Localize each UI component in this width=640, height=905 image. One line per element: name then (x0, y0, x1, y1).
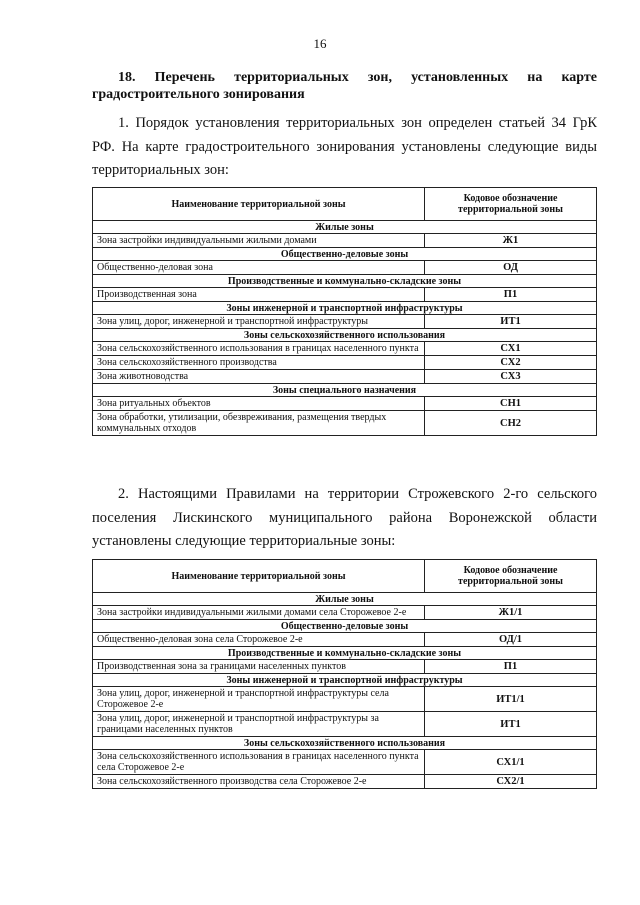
zone-group-title: Жилые зоны (93, 593, 597, 606)
table-row (93, 633, 597, 647)
zone-name: Зона животноводства (93, 370, 425, 384)
group-row (93, 329, 597, 342)
group-row (93, 384, 597, 397)
zone-group-title: Производственные и коммунально-складские зоны (93, 275, 597, 288)
section-heading: 18. Перечень территориальных зон, установленных на карте градостроительного зонирования (92, 70, 597, 102)
zone-group-title: Зоны сельскохозяйственного использования (93, 329, 597, 342)
zone-name: Зона ритуальных объектов (93, 397, 425, 411)
zone-group-title: Зоны сельскохозяйственного использования (93, 737, 597, 750)
group-row (93, 275, 597, 288)
table-row (93, 606, 597, 620)
table-row (93, 775, 597, 789)
column-header-name: Наименование территориальной зоны (93, 188, 425, 221)
table-row (93, 315, 597, 329)
zone-code: П1 (425, 660, 597, 674)
zone-name: Общественно-деловая зона села Сторожевое 2-е (93, 633, 425, 647)
table-row (93, 288, 597, 302)
zone-code: ОД/1 (425, 633, 597, 647)
zone-group-title: Зоны инженерной и транспортной инфраструктуры (93, 302, 597, 315)
group-row (93, 620, 597, 633)
zone-name: Зона обработки, утилизации, обезвреживания, размещения твердых коммунальных отходов (93, 411, 425, 436)
zone-name: Производственная зона (93, 288, 425, 302)
zone-code: СХ3 (425, 370, 597, 384)
group-row (93, 674, 597, 687)
zone-code: СХ1/1 (425, 750, 597, 775)
zone-name: Зона сельскохозяйственного использования в границах населенного пункта (93, 342, 425, 356)
zone-group-title: Общественно-деловые зоны (93, 620, 597, 633)
zone-name: Зона улиц, дорог, инженерной и транспортной инфраструктуры села Сторожевое 2-е (93, 687, 425, 712)
table-row (93, 342, 597, 356)
zone-name: Общественно-деловая зона (93, 261, 425, 275)
table-row (93, 750, 597, 775)
zone-code: ИТ1/1 (425, 687, 597, 712)
table-header-row (93, 560, 597, 593)
zone-code: ИТ1 (425, 712, 597, 737)
table-row (93, 356, 597, 370)
column-header-code: Кодовое обозначение территориальной зоны (425, 560, 597, 593)
zone-group-title: Общественно-деловые зоны (93, 248, 597, 261)
table-row (93, 411, 597, 436)
zone-name: Зона улиц, дорог, инженерной и транспортной инфраструктуры за границами населенных пунктов (93, 712, 425, 737)
table-row (93, 660, 597, 674)
zone-name: Зона застройки индивидуальными жилыми домами (93, 234, 425, 248)
zone-code: СХ2/1 (425, 775, 597, 789)
zone-name: Зона сельскохозяйственного использования в границах населенного пункта села Сторожевое 2-е (93, 750, 425, 775)
zone-group-title: Зоны специального назначения (93, 384, 597, 397)
zones-table-1 (92, 187, 597, 436)
group-row (93, 221, 597, 234)
zone-code: СХ2 (425, 356, 597, 370)
zone-code: СН1 (425, 397, 597, 411)
zones-table-2 (92, 559, 597, 789)
group-row (93, 593, 597, 606)
table-header-row (93, 188, 597, 221)
paragraph-1: 1. Порядок установления территориальных зон определен статьей 34 ГрК РФ. На карте градостроительного зонирования установлены следующие виды территориальных зон: (92, 115, 597, 178)
zone-code: Ж1 (425, 234, 597, 248)
column-header-name: Наименование территориальной зоны (93, 560, 425, 593)
zone-name: Зона улиц, дорог, инженерной и транспортной инфраструктуры (93, 315, 425, 329)
zone-code: Ж1/1 (425, 606, 597, 620)
table-row (93, 687, 597, 712)
zone-name: Зона сельскохозяйственного производства (93, 356, 425, 370)
table-row (93, 370, 597, 384)
group-row (93, 647, 597, 660)
paragraph-2: 2. Настоящими Правилами на территории Строжевского 2-го сельского поселения Лискинского муниципального района Воронежской области установлены следующие территориальные зоны: (92, 486, 597, 549)
table-row (93, 261, 597, 275)
group-row (93, 737, 597, 750)
zone-group-title: Производственные и коммунально-складские зоны (93, 647, 597, 660)
zone-code: П1 (425, 288, 597, 302)
table-row (93, 712, 597, 737)
table-row (93, 397, 597, 411)
group-row (93, 248, 597, 261)
zone-group-title: Зоны инженерной и транспортной инфраструктуры (93, 674, 597, 687)
zone-code: СХ1 (425, 342, 597, 356)
zone-code: СН2 (425, 411, 597, 436)
zone-name: Зона застройки индивидуальными жилыми домами села Сторожевое 2-е (93, 606, 425, 620)
zone-code: ИТ1 (425, 315, 597, 329)
zone-code: ОД (425, 261, 597, 275)
zone-name: Производственная зона за границами населенных пунктов (93, 660, 425, 674)
page-number: 16 (313, 36, 327, 51)
table-row (93, 234, 597, 248)
zone-name: Зона сельскохозяйственного производства села Сторожевое 2-е (93, 775, 425, 789)
column-header-code: Кодовое обозначение территориальной зоны (425, 188, 597, 221)
group-row (93, 302, 597, 315)
zone-group-title: Жилые зоны (93, 221, 597, 234)
